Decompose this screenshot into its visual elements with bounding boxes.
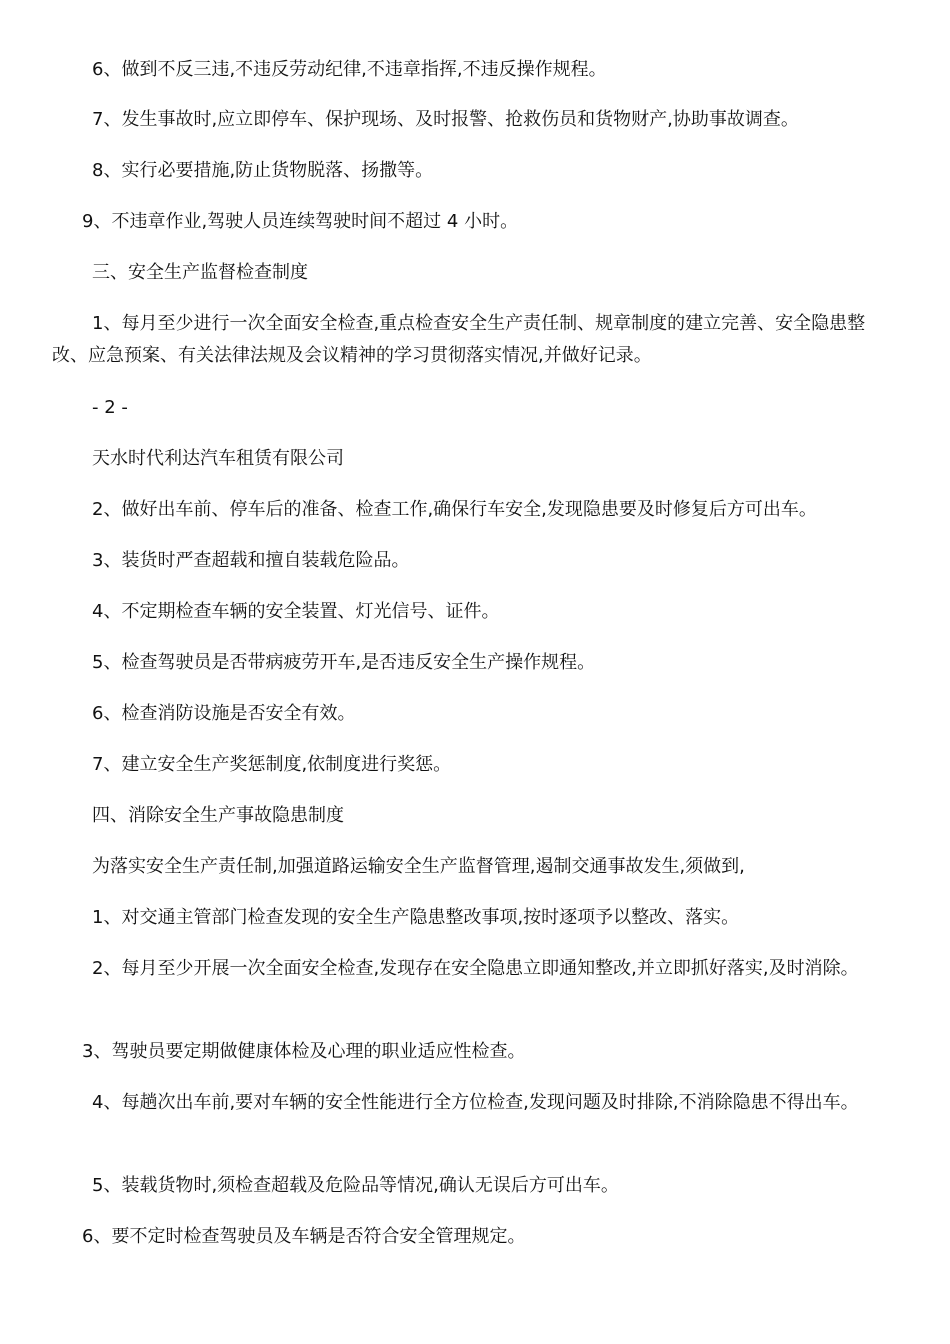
inspection-item-5: 5、检查驾驶员是否带病疲劳开车,是否违反安全生产操作规程。 (92, 652, 596, 673)
section-4-intro: 为落实安全生产责任制,加强道路运输安全生产监督管理,遏制交通事故发生,须做到, (92, 856, 745, 877)
inspection-item-4: 4、不定期检查车辆的安全装置、灯光信号、证件。 (92, 601, 500, 622)
inspection-item-3: 3、装货时严查超载和擅自装载危险品。 (92, 550, 410, 571)
page-number: - 2 - (92, 397, 128, 418)
inspection-item-6: 6、检查消防设施是否安全有效。 (92, 703, 356, 724)
inspection-item-2: 2、做好出车前、停车后的准备、检查工作,确保行车安全,发现隐患要及时修复后方可出车。 (92, 499, 817, 520)
inspection-item-7: 7、建立安全生产奖惩制度,依制度进行奖惩。 (92, 754, 452, 775)
rule-item-8: 8、实行必要措施,防止货物脱落、扬撒等。 (92, 160, 434, 181)
company-name: 天水时代利达汽车租赁有限公司 (92, 448, 344, 469)
hazard-item-5: 5、装载货物时,须检查超载及危险品等情况,确认无误后方可出车。 (92, 1175, 619, 1196)
hazard-item-6: 6、要不定时检查驾驶员及车辆是否符合安全管理规定。 (82, 1226, 526, 1247)
hazard-item-3: 3、驾驶员要定期做健康体检及心理的职业适应性检查。 (82, 1041, 526, 1062)
hazard-item-4: 4、每趟次出车前,要对车辆的安全性能进行全方位检查,发现问题及时排除,不消除隐患不得出车。 (92, 1092, 859, 1113)
inspection-item-1: 1、每月至少进行一次全面安全检查,重点检查安全生产责任制、规章制度的建立完善、安全隐患整改、应急预案、有关法律法规及会议精神的学习贯彻落实情况,并做好记录。 (52, 313, 866, 366)
hazard-item-1: 1、对交通主管部门检查发现的安全生产隐患整改事项,按时逐项予以整改、落实。 (92, 907, 740, 928)
section-heading-3: 三、安全生产监督检查制度 (92, 262, 308, 283)
rule-item-7: 7、发生事故时,应立即停车、保护现场、及时报警、抢救伤员和货物财产,协助事故调查。 (92, 109, 799, 130)
section-heading-4: 四、消除安全生产事故隐患制度 (92, 805, 344, 826)
hazard-item-2: 2、每月至少开展一次全面安全检查,发现存在安全隐患立即通知整改,并立即抓好落实,及时消除。 (92, 958, 859, 979)
rule-item-9: 9、不违章作业,驾驶人员连续驾驶时间不超过 4 小时。 (82, 211, 519, 232)
rule-item-6: 6、做到不反三违,不违反劳动纪律,不违章指挥,不违反操作规程。 (92, 59, 607, 80)
